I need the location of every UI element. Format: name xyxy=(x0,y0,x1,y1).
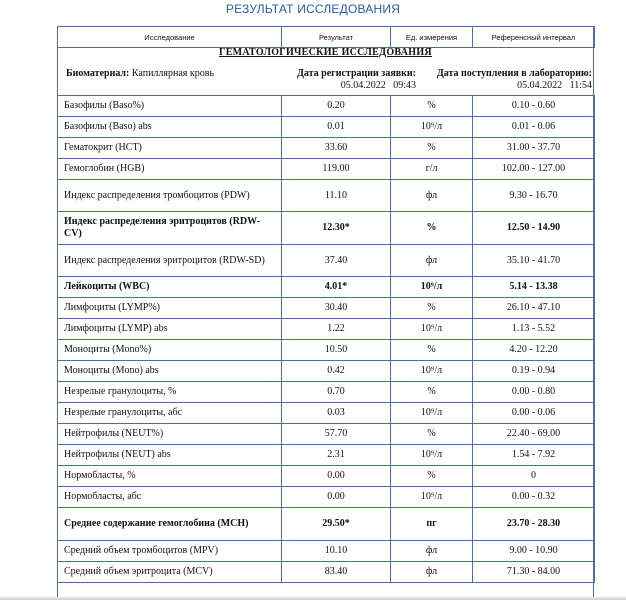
test-name: Базофилы (Baso%) xyxy=(58,96,282,117)
test-name: Нормобласты, абс xyxy=(58,487,282,508)
reference-range: 9.00 - 10.90 xyxy=(473,541,595,562)
reference-range: 1.54 - 7.92 xyxy=(473,445,595,466)
registration-value: 05.04.2022 09:43 xyxy=(340,80,416,91)
reference-range: 0.00 - 0.32 xyxy=(473,487,595,508)
reference-range: 0.19 - 0.94 xyxy=(473,361,595,382)
test-name: Лимфоциты (LYMP%) xyxy=(58,298,282,319)
reference-range: 5.14 - 13.38 xyxy=(473,277,595,298)
registration-label: Дата регистрации заявки: xyxy=(297,68,416,79)
unit-value: фл xyxy=(391,180,473,212)
lab-date xyxy=(424,68,592,92)
unit-value: 10⁹/л xyxy=(391,361,473,382)
table-row xyxy=(58,138,595,159)
reference-range: 9.30 - 16.70 xyxy=(473,180,595,212)
unit-value: 10⁹/л xyxy=(391,487,473,508)
header-reference: Референсный интервал xyxy=(473,27,595,48)
test-name: Гематокрит (HCT) xyxy=(58,138,282,159)
test-name: Индекс распределения эритроцитов (RDW-CV) xyxy=(58,212,282,245)
result-value: 0.01 xyxy=(282,117,391,138)
test-name: Базофилы (Baso) abs xyxy=(58,117,282,138)
reference-range: 0 xyxy=(473,466,595,487)
table-row xyxy=(58,541,595,562)
header-unit: Ед. измерения xyxy=(391,27,473,48)
lab-label: Дата поступления в лабораторию: xyxy=(436,68,592,79)
report-title: РЕЗУЛЬТАТ ИССЛЕДОВАНИЯ xyxy=(225,2,401,16)
table-row xyxy=(58,277,595,298)
results-table xyxy=(57,95,595,583)
column-header-row xyxy=(57,26,595,48)
test-name: Индекс распределения тромбоцитов (PDW) xyxy=(58,180,282,212)
result-value: 57.70 xyxy=(282,424,391,445)
table-row xyxy=(58,562,595,583)
test-name: Незрелые гранулоциты, абс xyxy=(58,403,282,424)
result-value: 37.40 xyxy=(282,245,391,277)
table-row xyxy=(58,117,595,138)
result-value: 0.20 xyxy=(282,96,391,117)
result-value: 4.01* xyxy=(282,277,391,298)
reference-range: 23.70 - 28.30 xyxy=(473,508,595,541)
unit-value: % xyxy=(391,96,473,117)
result-value: 1.22 xyxy=(282,319,391,340)
biomaterial-value: Капиллярная кровь xyxy=(131,68,215,79)
reference-range: 1.13 - 5.52 xyxy=(473,319,595,340)
reference-range: 0.00 - 0.80 xyxy=(473,382,595,403)
biomaterial xyxy=(66,68,214,80)
test-name: Гемоглобин (HGB) xyxy=(58,159,282,180)
unit-value: фл xyxy=(391,541,473,562)
table-row xyxy=(58,212,595,245)
unit-value: 10⁹/л xyxy=(391,403,473,424)
unit-value: фл xyxy=(391,562,473,583)
result-value: 29.50* xyxy=(282,508,391,541)
reference-range: 31.00 - 37.70 xyxy=(473,138,595,159)
table-row xyxy=(58,319,595,340)
header-test: Исследование xyxy=(58,27,282,48)
table-row xyxy=(58,361,595,382)
result-value: 119.00 xyxy=(282,159,391,180)
result-value: 0.03 xyxy=(282,403,391,424)
result-value: 30.40 xyxy=(282,298,391,319)
test-name: Лимфоциты (LYMP) abs xyxy=(58,319,282,340)
unit-value: пг xyxy=(391,508,473,541)
reference-range: 22.40 - 69.00 xyxy=(473,424,595,445)
unit-value: г/л xyxy=(391,159,473,180)
table-row xyxy=(58,298,595,319)
biomaterial-label: Биоматериал: xyxy=(66,68,130,79)
table-row xyxy=(58,159,595,180)
header-result: Результат xyxy=(282,27,391,48)
unit-value: % xyxy=(391,298,473,319)
result-value: 0.42 xyxy=(282,361,391,382)
unit-value: 10⁹/л xyxy=(391,277,473,298)
result-value: 0.70 xyxy=(282,382,391,403)
result-value: 2.31 xyxy=(282,445,391,466)
table-row xyxy=(58,466,595,487)
reference-range: 12.50 - 14.90 xyxy=(473,212,595,245)
reference-range: 26.10 - 47.10 xyxy=(473,298,595,319)
reference-range: 71.30 - 84.00 xyxy=(473,562,595,583)
test-name: Нейтрофилы (NEUT%) xyxy=(58,424,282,445)
result-value: 0.00 xyxy=(282,487,391,508)
reference-range: 35.10 - 41.70 xyxy=(473,245,595,277)
table-row xyxy=(58,340,595,361)
unit-value: % xyxy=(391,424,473,445)
test-name: Индекс распределения эритроцитов (RDW-SD) xyxy=(58,245,282,277)
table-row xyxy=(58,382,595,403)
unit-value: % xyxy=(391,340,473,361)
lab-value: 05.04.2022 11:54 xyxy=(517,80,592,91)
result-value: 33.60 xyxy=(282,138,391,159)
unit-value: % xyxy=(391,138,473,159)
unit-value: 10⁹/л xyxy=(391,117,473,138)
unit-value: 10⁹/л xyxy=(391,445,473,466)
reference-range: 4.20 - 12.20 xyxy=(473,340,595,361)
reference-range: 0.10 - 0.60 xyxy=(473,96,595,117)
unit-value: 10⁹/л xyxy=(391,319,473,340)
unit-value: % xyxy=(391,212,473,245)
table-row xyxy=(58,96,595,117)
reference-range: 0.01 - 0.06 xyxy=(473,117,595,138)
test-name: Незрелые гранулоциты, % xyxy=(58,382,282,403)
table-row xyxy=(58,424,595,445)
table-row xyxy=(58,403,595,424)
unit-value: % xyxy=(391,382,473,403)
test-name: Средний объем эритроцита (MCV) xyxy=(58,562,282,583)
unit-value: фл xyxy=(391,245,473,277)
test-name: Нейтрофилы (NEUT) abs xyxy=(58,445,282,466)
result-value: 10.10 xyxy=(282,541,391,562)
table-row xyxy=(58,487,595,508)
reference-range: 102.00 - 127.00 xyxy=(473,159,595,180)
test-name: Моноциты (Mono) abs xyxy=(58,361,282,382)
test-name: Нормобласты, % xyxy=(58,466,282,487)
test-name: Средний объем тромбоцитов (MPV) xyxy=(58,541,282,562)
unit-value: % xyxy=(391,466,473,487)
table-row xyxy=(58,245,595,277)
result-value: 11.10 xyxy=(282,180,391,212)
result-value: 0.00 xyxy=(282,466,391,487)
section-title: ГЕМАТОЛОГИЧЕСКИЕ ИССЛЕДОВАНИЯ xyxy=(219,47,432,58)
test-name: Лейкоциты (WBC) xyxy=(58,277,282,298)
registration-date xyxy=(286,68,416,92)
table-row xyxy=(58,180,595,212)
reference-range: 0.00 - 0.06 xyxy=(473,403,595,424)
test-name: Среднее содержание гемоглобина (MCH) xyxy=(58,508,282,541)
table-row xyxy=(58,445,595,466)
result-value: 10.50 xyxy=(282,340,391,361)
test-name: Моноциты (Mono%) xyxy=(58,340,282,361)
table-row xyxy=(58,508,595,541)
result-value: 83.40 xyxy=(282,562,391,583)
result-value: 12.30* xyxy=(282,212,391,245)
